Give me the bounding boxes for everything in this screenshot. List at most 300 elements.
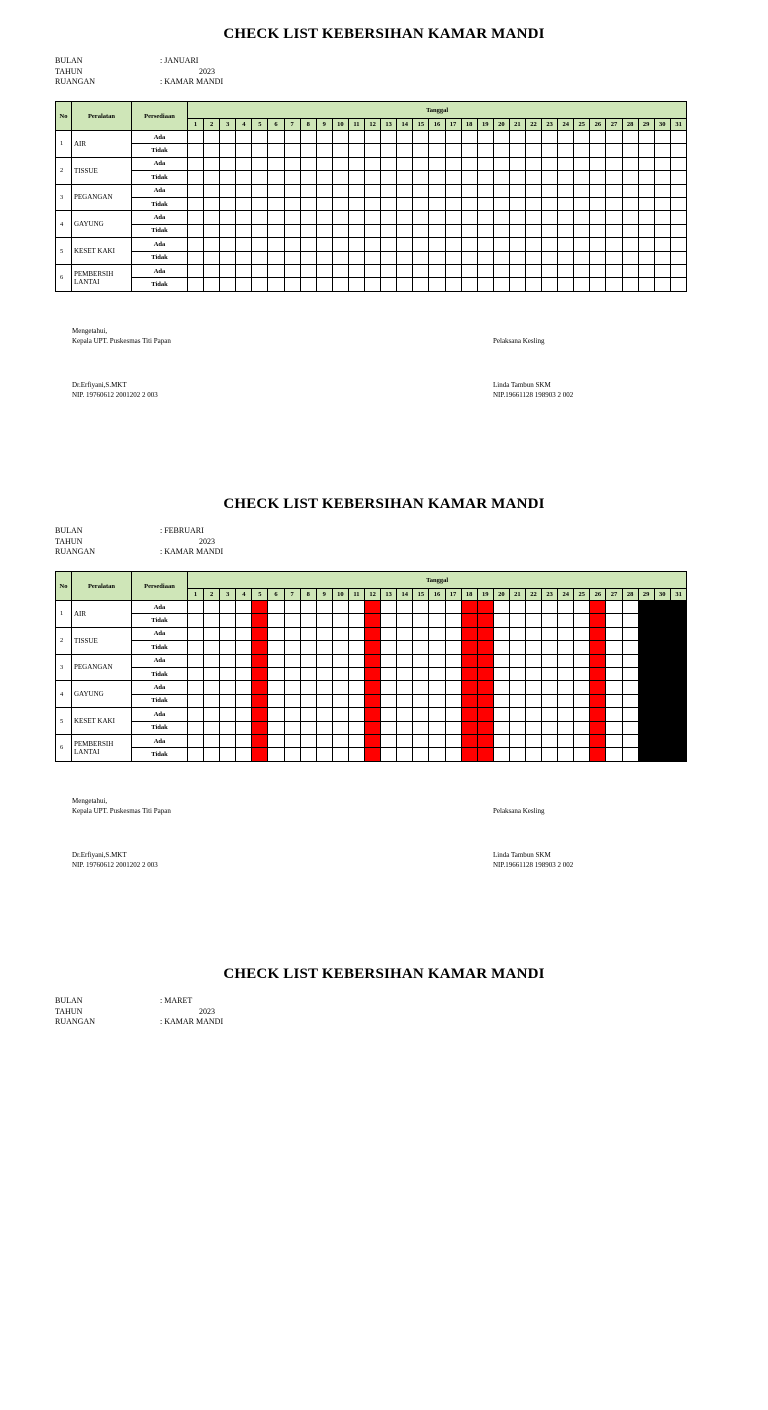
check-cell[interactable] (300, 601, 316, 614)
check-cell[interactable] (284, 238, 300, 251)
check-cell[interactable] (268, 654, 284, 667)
check-cell[interactable] (268, 264, 284, 277)
check-cell[interactable] (622, 238, 638, 251)
check-cell[interactable] (670, 144, 687, 157)
check-cell[interactable] (413, 144, 429, 157)
check-cell[interactable] (381, 197, 397, 210)
check-cell[interactable] (348, 614, 364, 627)
check-cell[interactable] (332, 641, 348, 654)
check-cell[interactable] (236, 157, 252, 170)
check-cell[interactable] (638, 278, 654, 291)
check-cell[interactable] (365, 601, 381, 614)
check-cell[interactable] (332, 197, 348, 210)
check-cell[interactable] (654, 734, 670, 747)
check-cell[interactable] (670, 197, 687, 210)
check-cell[interactable] (670, 748, 687, 761)
check-cell[interactable] (622, 184, 638, 197)
check-cell[interactable] (204, 748, 220, 761)
check-cell[interactable] (590, 224, 606, 237)
check-cell[interactable] (638, 144, 654, 157)
check-cell[interactable] (509, 627, 525, 640)
check-cell[interactable] (268, 211, 284, 224)
check-cell[interactable] (654, 694, 670, 707)
check-cell[interactable] (493, 748, 509, 761)
check-cell[interactable] (461, 131, 477, 144)
check-cell[interactable] (558, 251, 574, 264)
check-cell[interactable] (525, 748, 541, 761)
check-cell[interactable] (188, 184, 204, 197)
check-cell[interactable] (300, 748, 316, 761)
check-cell[interactable] (188, 601, 204, 614)
check-cell[interactable] (220, 667, 236, 680)
check-cell[interactable] (284, 614, 300, 627)
check-cell[interactable] (525, 721, 541, 734)
check-cell[interactable] (542, 614, 558, 627)
check-cell[interactable] (316, 681, 332, 694)
check-cell[interactable] (204, 264, 220, 277)
check-cell[interactable] (300, 667, 316, 680)
check-cell[interactable] (606, 641, 622, 654)
check-cell[interactable] (429, 641, 445, 654)
check-cell[interactable] (332, 184, 348, 197)
check-cell[interactable] (381, 131, 397, 144)
check-cell[interactable] (558, 654, 574, 667)
check-cell[interactable] (654, 278, 670, 291)
check-cell[interactable] (429, 748, 445, 761)
check-cell[interactable] (429, 197, 445, 210)
check-cell[interactable] (316, 278, 332, 291)
check-cell[interactable] (252, 211, 268, 224)
check-cell[interactable] (429, 157, 445, 170)
check-cell[interactable] (590, 157, 606, 170)
check-cell[interactable] (429, 184, 445, 197)
check-cell[interactable] (509, 681, 525, 694)
check-cell[interactable] (654, 627, 670, 640)
check-cell[interactable] (461, 157, 477, 170)
check-cell[interactable] (622, 627, 638, 640)
check-cell[interactable] (558, 131, 574, 144)
check-cell[interactable] (525, 641, 541, 654)
check-cell[interactable] (252, 681, 268, 694)
check-cell[interactable] (284, 748, 300, 761)
check-cell[interactable] (493, 601, 509, 614)
check-cell[interactable] (493, 681, 509, 694)
check-cell[interactable] (654, 197, 670, 210)
check-cell[interactable] (654, 251, 670, 264)
check-cell[interactable] (348, 694, 364, 707)
check-cell[interactable] (606, 601, 622, 614)
check-cell[interactable] (445, 721, 461, 734)
check-cell[interactable] (204, 251, 220, 264)
check-cell[interactable] (493, 614, 509, 627)
check-cell[interactable] (558, 614, 574, 627)
check-cell[interactable] (445, 238, 461, 251)
check-cell[interactable] (268, 157, 284, 170)
check-cell[interactable] (574, 654, 590, 667)
check-cell[interactable] (236, 184, 252, 197)
check-cell[interactable] (348, 211, 364, 224)
check-cell[interactable] (188, 238, 204, 251)
check-cell[interactable] (365, 627, 381, 640)
check-cell[interactable] (670, 184, 687, 197)
check-cell[interactable] (220, 131, 236, 144)
check-cell[interactable] (654, 224, 670, 237)
check-cell[interactable] (365, 238, 381, 251)
check-cell[interactable] (493, 721, 509, 734)
check-cell[interactable] (558, 694, 574, 707)
check-cell[interactable] (381, 171, 397, 184)
check-cell[interactable] (204, 238, 220, 251)
check-cell[interactable] (590, 197, 606, 210)
check-cell[interactable] (558, 708, 574, 721)
check-cell[interactable] (220, 197, 236, 210)
check-cell[interactable] (316, 211, 332, 224)
check-cell[interactable] (252, 184, 268, 197)
check-cell[interactable] (332, 734, 348, 747)
check-cell[interactable] (606, 614, 622, 627)
check-cell[interactable] (445, 184, 461, 197)
check-cell[interactable] (477, 264, 493, 277)
check-cell[interactable] (188, 251, 204, 264)
check-cell[interactable] (397, 144, 413, 157)
check-cell[interactable] (445, 224, 461, 237)
check-cell[interactable] (509, 224, 525, 237)
check-cell[interactable] (252, 601, 268, 614)
check-cell[interactable] (606, 131, 622, 144)
check-cell[interactable] (236, 211, 252, 224)
check-cell[interactable] (461, 224, 477, 237)
check-cell[interactable] (220, 238, 236, 251)
check-cell[interactable] (670, 211, 687, 224)
check-cell[interactable] (542, 694, 558, 707)
check-cell[interactable] (622, 211, 638, 224)
check-cell[interactable] (413, 734, 429, 747)
check-cell[interactable] (654, 708, 670, 721)
check-cell[interactable] (622, 641, 638, 654)
check-cell[interactable] (188, 708, 204, 721)
check-cell[interactable] (300, 734, 316, 747)
check-cell[interactable] (574, 131, 590, 144)
check-cell[interactable] (397, 131, 413, 144)
check-cell[interactable] (509, 708, 525, 721)
check-cell[interactable] (236, 144, 252, 157)
check-cell[interactable] (188, 278, 204, 291)
check-cell[interactable] (542, 708, 558, 721)
check-cell[interactable] (493, 654, 509, 667)
check-cell[interactable] (220, 251, 236, 264)
check-cell[interactable] (365, 224, 381, 237)
check-cell[interactable] (493, 251, 509, 264)
check-cell[interactable] (670, 681, 687, 694)
check-cell[interactable] (252, 627, 268, 640)
check-cell[interactable] (574, 748, 590, 761)
check-cell[interactable] (413, 224, 429, 237)
check-cell[interactable] (622, 278, 638, 291)
check-cell[interactable] (365, 184, 381, 197)
check-cell[interactable] (268, 708, 284, 721)
check-cell[interactable] (542, 278, 558, 291)
check-cell[interactable] (509, 734, 525, 747)
check-cell[interactable] (574, 264, 590, 277)
check-cell[interactable] (638, 251, 654, 264)
check-cell[interactable] (236, 251, 252, 264)
check-cell[interactable] (654, 157, 670, 170)
check-cell[interactable] (590, 627, 606, 640)
check-cell[interactable] (638, 184, 654, 197)
check-cell[interactable] (413, 614, 429, 627)
check-cell[interactable] (284, 694, 300, 707)
check-cell[interactable] (316, 734, 332, 747)
check-cell[interactable] (622, 681, 638, 694)
check-cell[interactable] (477, 694, 493, 707)
check-cell[interactable] (542, 654, 558, 667)
check-cell[interactable] (365, 211, 381, 224)
check-cell[interactable] (381, 641, 397, 654)
check-cell[interactable] (590, 667, 606, 680)
check-cell[interactable] (284, 264, 300, 277)
check-cell[interactable] (461, 264, 477, 277)
check-cell[interactable] (638, 238, 654, 251)
check-cell[interactable] (525, 171, 541, 184)
check-cell[interactable] (413, 184, 429, 197)
check-cell[interactable] (558, 224, 574, 237)
check-cell[interactable] (654, 614, 670, 627)
check-cell[interactable] (381, 278, 397, 291)
check-cell[interactable] (332, 144, 348, 157)
check-cell[interactable] (606, 211, 622, 224)
check-cell[interactable] (638, 627, 654, 640)
check-cell[interactable] (429, 734, 445, 747)
check-cell[interactable] (365, 734, 381, 747)
check-cell[interactable] (493, 667, 509, 680)
check-cell[interactable] (268, 627, 284, 640)
check-cell[interactable] (445, 654, 461, 667)
check-cell[interactable] (429, 627, 445, 640)
check-cell[interactable] (316, 251, 332, 264)
check-cell[interactable] (204, 627, 220, 640)
check-cell[interactable] (461, 278, 477, 291)
check-cell[interactable] (477, 238, 493, 251)
check-cell[interactable] (509, 748, 525, 761)
check-cell[interactable] (670, 278, 687, 291)
check-cell[interactable] (365, 131, 381, 144)
check-cell[interactable] (525, 264, 541, 277)
check-cell[interactable] (429, 171, 445, 184)
check-cell[interactable] (654, 238, 670, 251)
check-cell[interactable] (558, 211, 574, 224)
check-cell[interactable] (381, 264, 397, 277)
check-cell[interactable] (348, 681, 364, 694)
check-cell[interactable] (332, 224, 348, 237)
check-cell[interactable] (638, 601, 654, 614)
check-cell[interactable] (429, 278, 445, 291)
check-cell[interactable] (558, 734, 574, 747)
check-cell[interactable] (365, 144, 381, 157)
check-cell[interactable] (236, 748, 252, 761)
check-cell[interactable] (558, 641, 574, 654)
check-cell[interactable] (509, 131, 525, 144)
check-cell[interactable] (525, 144, 541, 157)
check-cell[interactable] (268, 641, 284, 654)
check-cell[interactable] (413, 748, 429, 761)
check-cell[interactable] (220, 627, 236, 640)
check-cell[interactable] (220, 211, 236, 224)
check-cell[interactable] (654, 131, 670, 144)
check-cell[interactable] (204, 614, 220, 627)
check-cell[interactable] (477, 681, 493, 694)
check-cell[interactable] (236, 694, 252, 707)
check-cell[interactable] (332, 211, 348, 224)
check-cell[interactable] (638, 721, 654, 734)
check-cell[interactable] (413, 251, 429, 264)
check-cell[interactable] (220, 601, 236, 614)
check-cell[interactable] (268, 251, 284, 264)
check-cell[interactable] (461, 694, 477, 707)
check-cell[interactable] (236, 708, 252, 721)
check-cell[interactable] (204, 708, 220, 721)
check-cell[interactable] (606, 694, 622, 707)
check-cell[interactable] (558, 171, 574, 184)
check-cell[interactable] (477, 211, 493, 224)
check-cell[interactable] (477, 654, 493, 667)
check-cell[interactable] (397, 184, 413, 197)
check-cell[interactable] (413, 278, 429, 291)
check-cell[interactable] (397, 238, 413, 251)
check-cell[interactable] (445, 627, 461, 640)
check-cell[interactable] (397, 614, 413, 627)
check-cell[interactable] (590, 131, 606, 144)
check-cell[interactable] (397, 157, 413, 170)
check-cell[interactable] (300, 264, 316, 277)
check-cell[interactable] (429, 654, 445, 667)
check-cell[interactable] (300, 721, 316, 734)
check-cell[interactable] (188, 694, 204, 707)
check-cell[interactable] (300, 251, 316, 264)
check-cell[interactable] (381, 224, 397, 237)
check-cell[interactable] (252, 721, 268, 734)
check-cell[interactable] (188, 614, 204, 627)
check-cell[interactable] (574, 197, 590, 210)
check-cell[interactable] (525, 157, 541, 170)
check-cell[interactable] (300, 278, 316, 291)
check-cell[interactable] (204, 278, 220, 291)
check-cell[interactable] (252, 667, 268, 680)
check-cell[interactable] (477, 614, 493, 627)
check-cell[interactable] (542, 171, 558, 184)
check-cell[interactable] (284, 211, 300, 224)
check-cell[interactable] (622, 131, 638, 144)
check-cell[interactable] (332, 708, 348, 721)
check-cell[interactable] (220, 708, 236, 721)
check-cell[interactable] (332, 251, 348, 264)
check-cell[interactable] (654, 211, 670, 224)
check-cell[interactable] (622, 601, 638, 614)
check-cell[interactable] (220, 614, 236, 627)
check-cell[interactable] (316, 614, 332, 627)
check-cell[interactable] (332, 614, 348, 627)
check-cell[interactable] (284, 184, 300, 197)
check-cell[interactable] (300, 157, 316, 170)
check-cell[interactable] (574, 224, 590, 237)
check-cell[interactable] (268, 131, 284, 144)
check-cell[interactable] (429, 601, 445, 614)
check-cell[interactable] (493, 238, 509, 251)
check-cell[interactable] (188, 157, 204, 170)
check-cell[interactable] (574, 184, 590, 197)
check-cell[interactable] (252, 654, 268, 667)
check-cell[interactable] (493, 278, 509, 291)
check-cell[interactable] (670, 157, 687, 170)
check-cell[interactable] (558, 748, 574, 761)
check-cell[interactable] (284, 708, 300, 721)
check-cell[interactable] (220, 681, 236, 694)
check-cell[interactable] (348, 157, 364, 170)
check-cell[interactable] (590, 641, 606, 654)
check-cell[interactable] (493, 197, 509, 210)
check-cell[interactable] (413, 694, 429, 707)
check-cell[interactable] (300, 614, 316, 627)
check-cell[interactable] (542, 641, 558, 654)
check-cell[interactable] (348, 278, 364, 291)
check-cell[interactable] (590, 278, 606, 291)
check-cell[interactable] (558, 144, 574, 157)
check-cell[interactable] (284, 171, 300, 184)
check-cell[interactable] (316, 238, 332, 251)
check-cell[interactable] (525, 708, 541, 721)
check-cell[interactable] (316, 708, 332, 721)
check-cell[interactable] (461, 184, 477, 197)
check-cell[interactable] (316, 721, 332, 734)
check-cell[interactable] (188, 264, 204, 277)
check-cell[interactable] (574, 211, 590, 224)
check-cell[interactable] (397, 171, 413, 184)
check-cell[interactable] (413, 197, 429, 210)
check-cell[interactable] (236, 278, 252, 291)
check-cell[interactable] (638, 614, 654, 627)
check-cell[interactable] (654, 641, 670, 654)
check-cell[interactable] (622, 224, 638, 237)
check-cell[interactable] (525, 681, 541, 694)
check-cell[interactable] (670, 251, 687, 264)
check-cell[interactable] (188, 681, 204, 694)
check-cell[interactable] (477, 131, 493, 144)
check-cell[interactable] (542, 144, 558, 157)
check-cell[interactable] (622, 157, 638, 170)
check-cell[interactable] (397, 641, 413, 654)
check-cell[interactable] (284, 734, 300, 747)
check-cell[interactable] (188, 748, 204, 761)
check-cell[interactable] (381, 734, 397, 747)
check-cell[interactable] (670, 654, 687, 667)
check-cell[interactable] (188, 144, 204, 157)
check-cell[interactable] (445, 708, 461, 721)
check-cell[interactable] (397, 211, 413, 224)
check-cell[interactable] (236, 614, 252, 627)
check-cell[interactable] (220, 144, 236, 157)
check-cell[interactable] (638, 157, 654, 170)
check-cell[interactable] (332, 601, 348, 614)
check-cell[interactable] (188, 627, 204, 640)
check-cell[interactable] (204, 184, 220, 197)
check-cell[interactable] (236, 667, 252, 680)
check-cell[interactable] (413, 721, 429, 734)
check-cell[interactable] (284, 157, 300, 170)
check-cell[interactable] (558, 197, 574, 210)
check-cell[interactable] (332, 238, 348, 251)
check-cell[interactable] (654, 721, 670, 734)
check-cell[interactable] (445, 157, 461, 170)
check-cell[interactable] (252, 708, 268, 721)
